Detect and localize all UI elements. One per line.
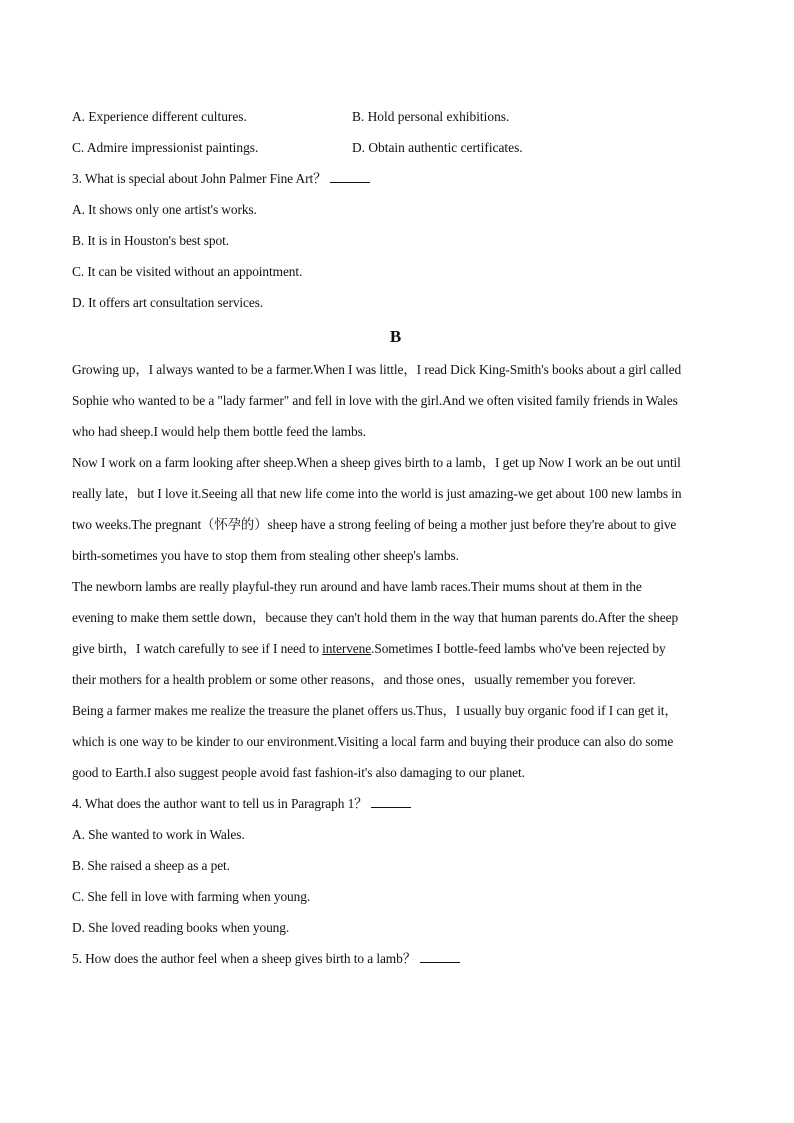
passage-text: give birth，I watch carefully to see if I need to xyxy=(72,641,323,656)
q4-stem-text: 4. What does the author want to tell us in Paragraph 1？ xyxy=(72,796,368,811)
passage-line: really late，but I love it.Seeing all that new life come into the world is just amazing-we get about 100 new lambs in xyxy=(72,486,682,501)
passage-line: evening to make them settle down，because they can't hold them in the way that human parents do.After the sheep xyxy=(72,610,679,625)
q2-option-a: A. Experience different cultures. xyxy=(72,109,247,124)
q4-option-d: D. She loved reading books when young. xyxy=(72,920,290,935)
passage-line: Sophie who wanted to be a "lady farmer" and fell in love with the girl.And we often visited family friends in Wales xyxy=(72,393,678,408)
q4-option-b: B. She raised a sheep as a pet. xyxy=(72,858,230,873)
q4-option-a: A. She wanted to work in Wales. xyxy=(72,827,245,842)
q5-answer-blank[interactable] xyxy=(420,950,460,963)
passage-line: two weeks.The pregnant（怀孕的）sheep have a strong feeling of being a mother just before they're about to give xyxy=(72,517,677,532)
passage-paragraph-4 xyxy=(72,695,724,788)
q5-stem-text: 5. How does the author feel when a sheep gives birth to a lamb？ xyxy=(72,951,416,966)
passage-paragraph-1 xyxy=(72,354,724,447)
section-b-title: B xyxy=(389,327,402,346)
q2-options-row-2 xyxy=(72,132,724,163)
q3-option-b: B. It is in Houston's best spot. xyxy=(72,233,229,248)
passage-paragraph-3 xyxy=(72,571,724,695)
q4-option-c: C. She fell in love with farming when young. xyxy=(72,889,311,904)
underlined-word-intervene: intervene xyxy=(322,641,372,656)
passage-line: Being a farmer makes me realize the treasure the planet offers us.Thus，I usually buy organic food if I can get it， xyxy=(72,703,678,718)
q2-option-d: D. Obtain authentic certificates. xyxy=(352,140,523,155)
q2-options-row-1 xyxy=(72,101,724,132)
passage-line: which is one way to be kinder to our environment.Visiting a local farm and buying their produce can also do some xyxy=(72,734,674,749)
q5-stem xyxy=(72,943,724,974)
passage-text: .Sometimes I bottle-feed lambs who've been rejected by xyxy=(371,641,666,656)
passage-line: Now I work on a farm looking after sheep.When a sheep gives birth to a lamb，I get up Now I work an be out until xyxy=(72,455,681,470)
document-page xyxy=(72,101,724,974)
q4-stem xyxy=(72,788,724,819)
passage-line: good to Earth.I also suggest people avoid fast fashion-it's also damaging to our planet. xyxy=(72,765,525,780)
q3-option-d: D. It offers art consultation services. xyxy=(72,295,264,310)
q3-option-c: C. It can be visited without an appointment. xyxy=(72,264,303,279)
q3-stem-text: 3. What is special about John Palmer Fine Art？ xyxy=(72,171,327,186)
q3-answer-blank[interactable] xyxy=(330,170,370,183)
q3-option-a: A. It shows only one artist's works. xyxy=(72,202,257,217)
passage-line: birth-sometimes you have to stop them from stealing other sheep's lambs. xyxy=(72,548,459,563)
passage-line: Growing up，I always wanted to be a farmer.When I was little，I read Dick King-Smith's books about a girl called xyxy=(72,362,682,377)
passage-line: who had sheep.I would help them bottle feed the lambs. xyxy=(72,424,366,439)
q2-option-c: C. Admire impressionist paintings. xyxy=(72,140,259,155)
passage-paragraph-2 xyxy=(72,447,724,571)
passage-line xyxy=(72,633,724,664)
q3-stem xyxy=(72,163,724,194)
passage-line: The newborn lambs are really playful-they run around and have lamb races.Their mums shout at them in the xyxy=(72,579,642,594)
q2-option-b: B. Hold personal exhibitions. xyxy=(352,109,510,124)
q4-answer-blank[interactable] xyxy=(371,795,411,808)
passage-line: their mothers for a health problem or some other reasons，and those ones，usually remember you forever. xyxy=(72,672,636,687)
